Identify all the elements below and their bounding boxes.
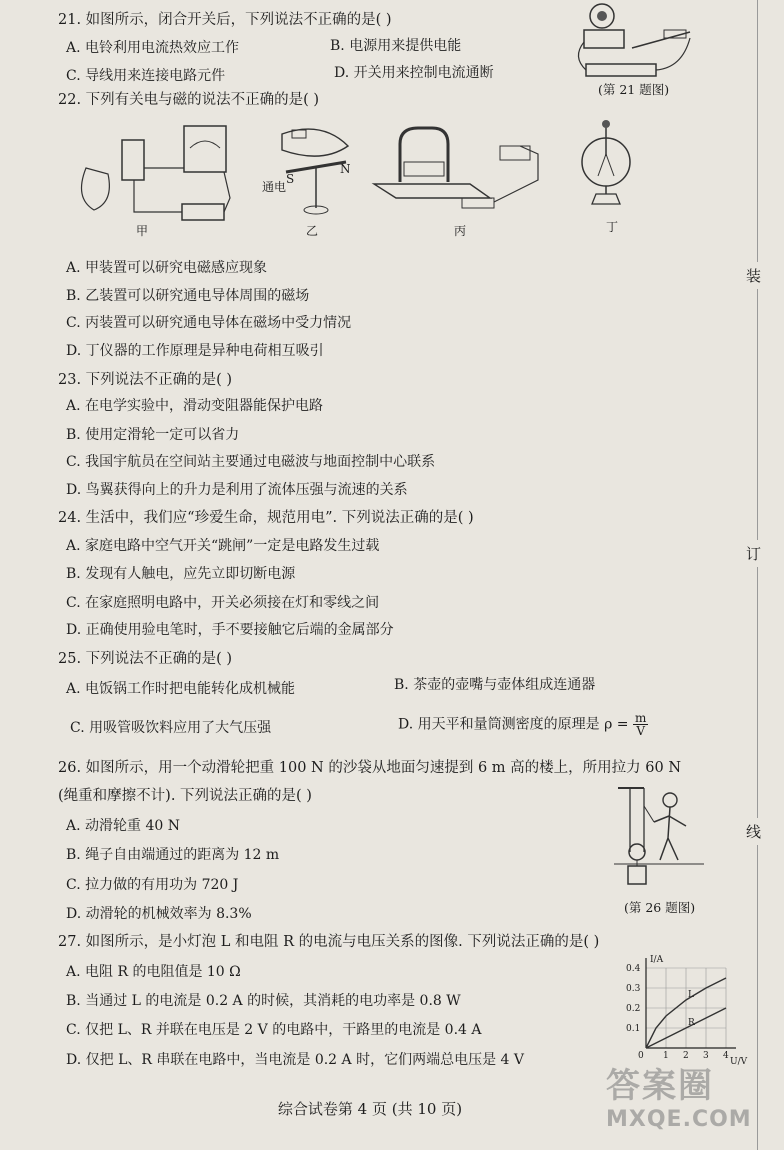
figure-21-bell-circuit: [572, 2, 702, 82]
iv-y-tick-2: 0.3: [626, 984, 641, 994]
question-26-stem-line-1: 26. 如图所示，用一个动滑轮把重 100 N 的沙袋从地面匀速提到 6 m 高的楼上，所用拉力 60 N: [58, 760, 682, 776]
iv-y-tick-0: 0.1: [626, 1024, 641, 1034]
iv-x-tick-2: 3: [703, 1051, 709, 1061]
question-21-option-a: A. 电铃利用电流热效应工作: [66, 40, 240, 56]
watermark-logo: [606, 1058, 752, 1132]
binding-line: [757, 0, 758, 1150]
question-22-option-a: A. 甲装置可以研究电磁感应现象: [66, 260, 268, 276]
iv-x-tick-3: 4: [723, 1051, 729, 1061]
question-26-option-a: A. 动滑轮重 40 N: [66, 818, 180, 834]
figure-27-iv-chart: [616, 952, 748, 1067]
figure-22-label-jia: 甲: [136, 224, 149, 238]
fraction-numerator: m: [634, 711, 647, 725]
question-26-option-b: B. 绳子自由端通过的距离为 12 m: [66, 847, 280, 863]
iv-x-axis-label: U/V: [730, 1057, 748, 1067]
question-27-option-d: D. 仅把 L、R 串联在电路中，当电流是 0.2 A 时，它们两端总电压是 4 V: [66, 1052, 525, 1068]
question-23-option-d: D. 鸟翼获得向上的升力是利用了流体压强与流速的关系: [66, 482, 408, 498]
question-22-option-c: C. 丙装置可以研究通电导体在磁场中受力情况: [66, 315, 352, 331]
iv-axes: [646, 955, 748, 1067]
figure-22-label-ding: 丁: [606, 220, 619, 234]
iv-origin-label: 0: [638, 1051, 644, 1061]
iv-ticks: [626, 964, 729, 1061]
fraction-denominator: V: [636, 724, 645, 738]
question-25-stem: 25. 下列说法不正确的是( ): [58, 651, 233, 667]
density-fraction: [633, 712, 648, 737]
iv-series-label-R: R: [688, 1018, 695, 1028]
figure-22-pole-s: S: [286, 172, 295, 186]
question-22-option-b: B. 乙装置可以研究通电导体周围的磁场: [66, 288, 310, 304]
question-25-option-d: [398, 712, 648, 737]
figure-22-label-yi: 乙: [306, 224, 319, 238]
figure-22-bing-apparatus: [370, 124, 550, 220]
figure-22-ding-electroscope: [576, 118, 636, 214]
binding-char-xian: 线: [746, 818, 761, 845]
figure-26-caption: (第 26 题图): [624, 900, 696, 915]
question-23-option-a: A. 在电学实验中，滑动变阻器能保护电路: [66, 398, 324, 414]
question-24-option-a: A. 家庭电路中空气开关“跳闸”一定是电路发生过载: [66, 538, 380, 554]
question-26-option-d: D. 动滑轮的机械效率为 8.3%: [66, 906, 252, 922]
iv-y-tick-1: 0.2: [626, 1004, 641, 1014]
question-27-option-a: A. 电阻 R 的电阻值是 10 Ω: [66, 964, 241, 980]
question-22-stem: 22. 下列有关电与磁的说法不正确的是( ): [58, 92, 320, 108]
iv-x-tick-0: 1: [663, 1051, 669, 1061]
figure-21-caption: (第 21 题图): [598, 82, 670, 97]
watermark-line-1: 答案圈: [606, 1066, 714, 1106]
figure-22-tongdian-label: 通电: [262, 180, 287, 194]
question-21-option-d: D. 开关用来控制电流通断: [334, 65, 494, 81]
question-24-option-b: B. 发现有人触电，应先立即切断电源: [66, 566, 296, 582]
binding-char-zhuang: 装: [746, 262, 761, 289]
question-27-option-b: B. 当通过 L 的电流是 0.2 A 的时候，其消耗的电功率是 0.8 W: [66, 993, 461, 1009]
question-25-option-c: C. 用吸管吸饮料应用了大气压强: [70, 720, 272, 736]
question-23-option-c: C. 我国宇航员在空间站主要通过电磁波与地面控制中心联系: [66, 454, 436, 470]
iv-y-axis-label: I/A: [650, 955, 664, 965]
question-25-option-a: A. 电饭锅工作时把电能转化成机械能: [66, 681, 296, 697]
question-21-stem: 21. 如图所示，闭合开关后，下列说法不正确的是( ): [58, 12, 392, 28]
figure-22-jia-apparatus: [74, 118, 234, 228]
question-25-option-b: B. 茶壶的壶嘴与壶体组成连通器: [394, 677, 596, 693]
iv-y-tick-3: 0.4: [626, 964, 641, 974]
iv-x-tick-1: 2: [683, 1051, 689, 1061]
iv-grid: [646, 968, 726, 1048]
question-24-stem: 24. 生活中，我们应“珍爱生命，规范用电”. 下列说法正确的是( ): [58, 510, 474, 526]
question-24-option-c: C. 在家庭照明电路中，开关必须接在灯和零线之间: [66, 595, 380, 611]
figure-26-pulley-person: [614, 782, 704, 894]
question-21-option-b: B. 电源用来提供电能: [330, 38, 462, 54]
question-25-option-d-text: D. 用天平和量筒测密度的原理是 ρ =: [398, 716, 629, 733]
watermark-line-2: MXQE.COM: [606, 1107, 752, 1132]
question-27-option-c: C. 仅把 L、R 并联在电压是 2 V 的电路中，干路里的电流是 0.4 A: [66, 1022, 482, 1038]
question-26-stem-line-2: (绳重和摩擦不计). 下列说法正确的是( ): [58, 788, 312, 804]
figure-22-label-bing: 丙: [454, 224, 467, 238]
question-23-stem: 23. 下列说法不正确的是( ): [58, 372, 233, 388]
question-21-option-c: C. 导线用来连接电路元件: [66, 68, 226, 84]
question-23-option-b: B. 使用定滑轮一定可以省力: [66, 427, 240, 443]
iv-series-label-L: L: [688, 990, 694, 1000]
figure-22-pole-n: N: [340, 162, 351, 176]
binding-char-ding: 订: [746, 540, 761, 567]
question-22-option-d: D. 丁仪器的工作原理是异种电荷相互吸引: [66, 343, 324, 359]
question-27-stem: 27. 如图所示，是小灯泡 L 和电阻 R 的电流与电压关系的图像. 下列说法正确的是( ): [58, 934, 600, 950]
question-26-option-c: C. 拉力做的有用功为 720 J: [66, 877, 239, 893]
question-24-option-d: D. 正确使用验电笔时，手不要接触它后端的金属部分: [66, 622, 394, 638]
page-footer: 综合试卷第 4 页 (共 10 页): [277, 1100, 463, 1118]
